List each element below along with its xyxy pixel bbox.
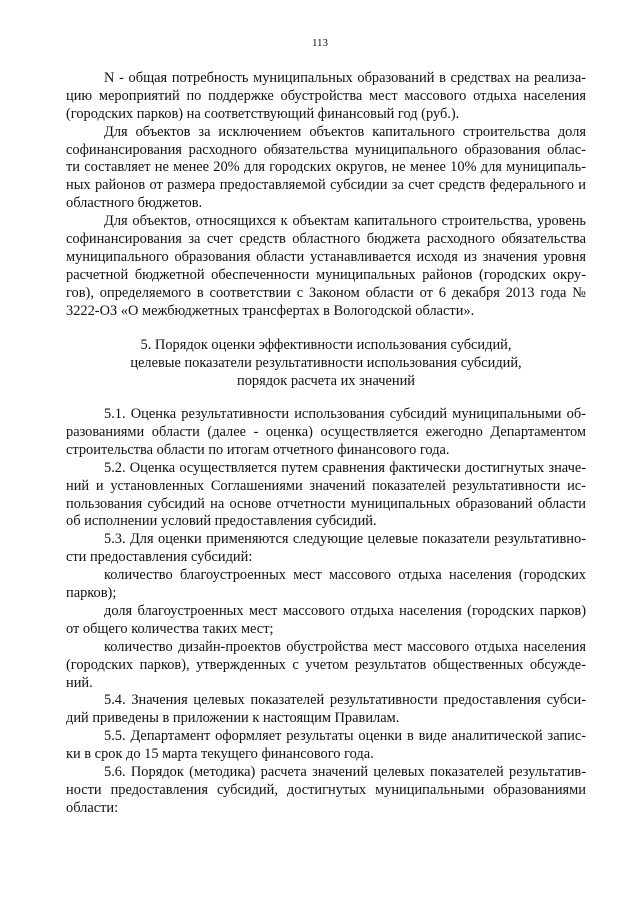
indicator-count-places: [66, 567, 586, 603]
paragraph-5-4: [66, 692, 586, 728]
text-line: Для объектов, относящихся к объектам капитального строительства, уровень: [104, 213, 586, 230]
text-line: (городских парков) на соответствующий финансовый год (руб.).: [66, 105, 460, 122]
paragraph-5-1: [66, 406, 586, 460]
text-line: ний и установленных Соглашениями значений показателей результативности ис-: [66, 477, 586, 494]
text-line: ных районов от размера предоставляемой субсидии за счет средств федерального и: [66, 177, 586, 194]
paragraph-cofinancing-capital: [66, 213, 586, 320]
text-line: софинансирования расходного обязательства муниципального образования облас-: [66, 141, 586, 158]
text-line: строительства области по итогам отчетного финансового года.: [66, 441, 450, 458]
text-line: 5.5. Департамент оформляет результаты оценки в виде аналитической запис-: [104, 728, 586, 745]
text-line: Для объектов за исключением объектов капитального строительства доля: [104, 123, 586, 140]
paragraph-n-definition: [66, 70, 586, 124]
text-line: парков);: [66, 585, 117, 602]
text-line: софинансирования за счет средств областного бюджета расходного обязательства: [66, 231, 586, 248]
section-heading: [66, 337, 586, 391]
text-line: дий приведены в приложении к настоящим Правилам.: [66, 710, 400, 727]
paragraph-cofinancing-non-capital: [66, 124, 586, 213]
document-body: [66, 70, 586, 818]
text-line: расчетной бюджетной обеспеченности муниципальных районов (городских окру-: [66, 266, 586, 283]
text-line: гов), определяемого в соответствии с Законом области от 6 декабря 2013 года №: [66, 284, 586, 301]
text-line: количество дизайн-проектов обустройства мест массового отдыха населения: [104, 638, 586, 655]
text-line: 5.3. Для оценки применяются следующие целевые показатели результативно-: [104, 531, 586, 548]
heading-line: порядок расчета их значений: [237, 373, 415, 390]
heading-line: 5. Порядок оценки эффективности использования субсидий,: [140, 337, 512, 354]
text-line: области:: [66, 799, 119, 816]
text-line: ности предоставления субсидий, достигнутых муниципальными образованиями: [66, 781, 586, 798]
paragraph-5-6: [66, 764, 586, 818]
page-number: 113: [311, 37, 329, 49]
indicator-share-places: [66, 603, 586, 639]
indicator-design-projects: [66, 639, 586, 693]
text-line: разованиями области (далее - оценка) осуществляется ежегодно Департаментом: [66, 424, 586, 441]
text-line: ти составляет не менее 20% для городских округов, не менее 10% для муниципаль-: [66, 159, 586, 176]
text-line: муниципального образования области устанавливается исходя из значения уровня: [66, 248, 586, 265]
text-line: 5.4. Значения целевых показателей результативности предоставления субси-: [104, 692, 586, 709]
text-line: областного бюджетов.: [66, 195, 203, 212]
heading-line: целевые показатели результативности использования субсидий,: [130, 355, 522, 372]
paragraph-5-5: [66, 728, 586, 764]
text-line: 5.1. Оценка результативности использования субсидий муниципальными об-: [104, 406, 586, 423]
text-line: сти предоставления субсидий:: [66, 549, 253, 566]
text-line: 5.6. Порядок (методика) расчета значений целевых показателей результатив-: [104, 763, 586, 780]
text-line: ний.: [66, 674, 93, 691]
text-line: 3222-ОЗ «О межбюджетных трансфертах в Вологодской области».: [66, 302, 475, 319]
text-line: ки в срок до 15 марта текущего финансового года.: [66, 746, 374, 763]
text-line: (городских парков), утвержденных с учетом результатов общественных обсужде-: [66, 656, 586, 673]
text-line: об исполнении условий предоставления субсидий.: [66, 513, 377, 530]
text-line: количество благоустроенных мест массового отдыха населения (городских: [104, 567, 586, 584]
text-line: N - общая потребность муниципальных образований в средствах на реализа-: [104, 70, 586, 86]
paragraph-5-2: [66, 460, 586, 532]
text-line: доля благоустроенных мест массового отдыха населения (городских парков): [104, 602, 586, 619]
text-line: цию мероприятий по поддержке обустройства мест массового отдыха населения: [66, 87, 586, 104]
paragraph-5-3: [66, 531, 586, 567]
text-line: 5.2. Оценка осуществляется путем сравнения фактически достигнутых значе-: [104, 459, 586, 476]
text-line: пользования субсидий на основе отчетности муниципальных образований области: [66, 495, 586, 512]
text-line: от общего количества таких мест;: [66, 620, 274, 637]
